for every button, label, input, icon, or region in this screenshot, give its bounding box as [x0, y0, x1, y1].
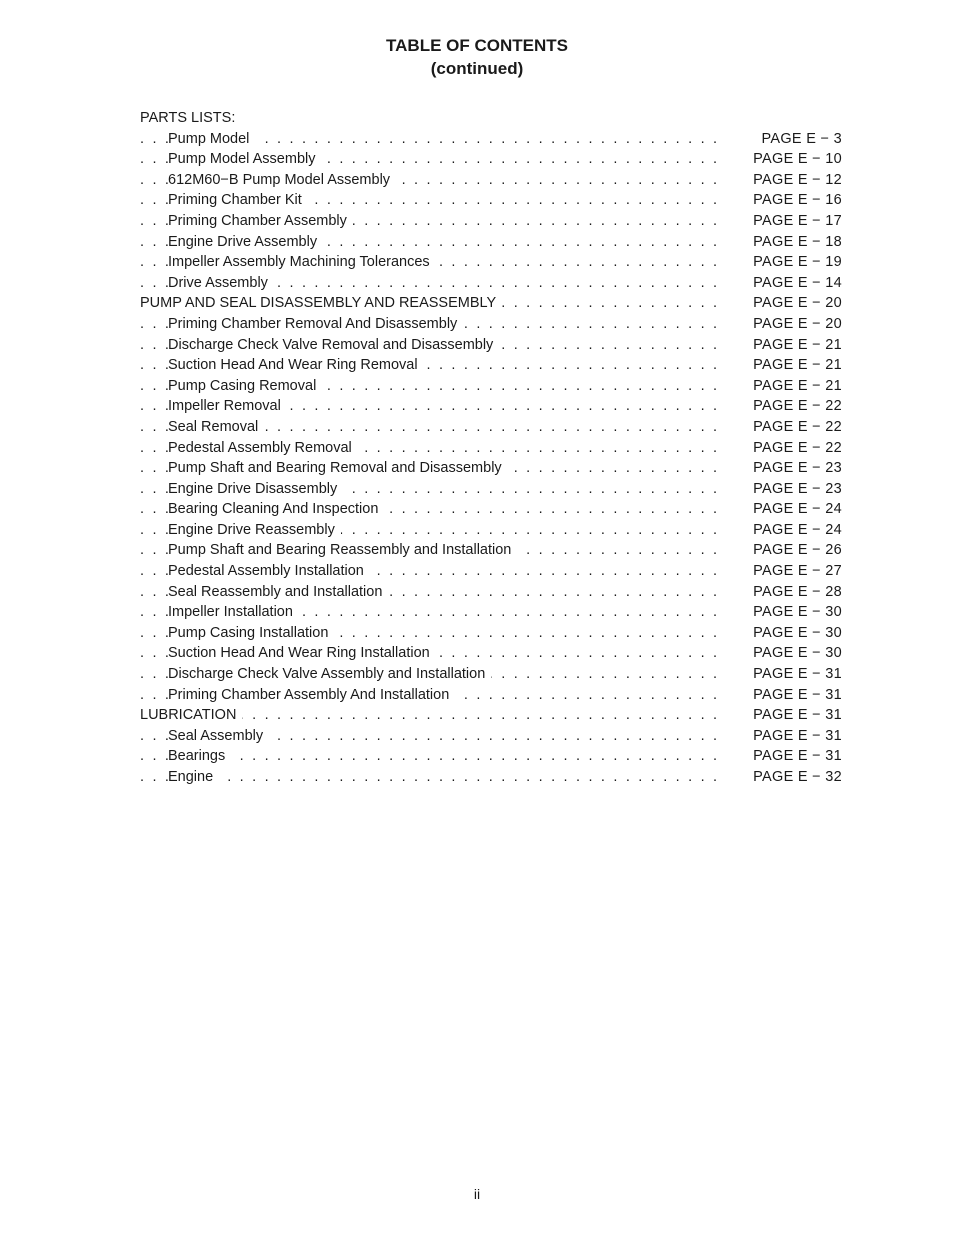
toc-entry-page: PAGE E − 20	[753, 295, 842, 312]
toc-entry-page: PAGE E − 14	[753, 274, 842, 291]
toc-entry-page: PAGE E − 24	[753, 501, 842, 518]
toc-entry-label: Engine Drive Assembly	[168, 232, 323, 253]
toc-entry-page: PAGE E − 22	[753, 439, 842, 456]
toc-entry[interactable]	[140, 314, 842, 335]
toc-entry[interactable]	[140, 273, 842, 294]
toc-entry-label: Priming Chamber Assembly	[168, 211, 353, 232]
toc-entry-label: Discharge Check Valve Removal and Disassembly	[168, 335, 499, 356]
toc-entry[interactable]	[140, 582, 842, 603]
toc-entry[interactable]	[140, 211, 842, 232]
toc-entry-page: PAGE E − 30	[753, 645, 842, 662]
toc-entry-label: Seal Removal	[168, 417, 264, 438]
toc-entry[interactable]	[140, 561, 842, 582]
toc-entry-page: PAGE E − 22	[753, 398, 842, 415]
toc-section-heading-label: PARTS LISTS:	[140, 108, 241, 129]
toc-entry-list	[140, 129, 842, 788]
toc-entry-label: Engine Drive Reassembly	[168, 520, 341, 541]
toc-entry[interactable]	[140, 293, 842, 314]
toc-entry-label: Pump Shaft and Bearing Removal and Disassembly	[168, 458, 508, 479]
toc-entry[interactable]	[140, 396, 842, 417]
toc-entry-label: Seal Reassembly and Installation	[168, 582, 388, 603]
toc-entry[interactable]	[140, 540, 842, 561]
toc-entry[interactable]	[140, 417, 842, 438]
toc-entry-label: Pump Casing Installation	[168, 623, 334, 644]
toc-entry-label: PUMP AND SEAL DISASSEMBLY AND REASSEMBLY	[140, 293, 502, 314]
toc-entry-page: PAGE E − 21	[753, 377, 842, 394]
toc-entry-label: Priming Chamber Kit	[168, 190, 308, 211]
toc-entry[interactable]	[140, 685, 842, 706]
toc-entry-page: PAGE E − 27	[753, 563, 842, 580]
toc-entry[interactable]	[140, 746, 842, 767]
toc-entry-label: 612M60−B Pump Model Assembly	[168, 170, 396, 191]
toc-entry-page: PAGE E − 18	[753, 233, 842, 250]
toc-entry[interactable]	[140, 479, 842, 500]
toc-entry-page: PAGE E − 23	[753, 480, 842, 497]
toc-entry-label: Pump Model Assembly	[168, 149, 321, 170]
toc-entry-label: Impeller Assembly Machining Tolerances	[168, 252, 436, 273]
toc-entry[interactable]	[140, 252, 842, 273]
toc-entry-page: PAGE E − 23	[753, 460, 842, 477]
toc-entry-label: Engine Drive Disassembly	[168, 479, 343, 500]
toc-entry-page: PAGE E − 12	[753, 171, 842, 188]
toc-entry[interactable]	[140, 602, 842, 623]
toc-entry-label: Pump Model	[168, 129, 255, 150]
toc-entry-page: PAGE E − 22	[753, 418, 842, 435]
toc-entry-label: Seal Assembly	[168, 726, 269, 747]
toc-entry-label: Pedestal Assembly Installation	[168, 561, 370, 582]
toc-entry-page: PAGE E − 17	[753, 212, 842, 229]
toc-entry-label: Pump Casing Removal	[168, 376, 322, 397]
toc-entry[interactable]	[140, 643, 842, 664]
toc-entry-label: Pump Shaft and Bearing Reassembly and Installation	[168, 540, 517, 561]
toc-entry[interactable]	[140, 376, 842, 397]
toc-entry-page: PAGE E − 26	[753, 542, 842, 559]
toc-entry-page: PAGE E − 31	[753, 666, 842, 683]
toc-entry-page: PAGE E − 31	[753, 748, 842, 765]
toc-entry-page: PAGE E − 10	[753, 151, 842, 168]
toc-entry[interactable]	[140, 190, 842, 211]
toc-entry[interactable]	[140, 767, 842, 788]
toc-entry-label: Bearing Cleaning And Inspection	[168, 499, 384, 520]
toc-entry[interactable]	[140, 458, 842, 479]
toc-entry[interactable]	[140, 170, 842, 191]
page-subtitle: (continued)	[430, 59, 524, 78]
toc-entry-page: PAGE E − 28	[753, 583, 842, 600]
toc-entry[interactable]	[140, 149, 842, 170]
toc-entry-page: PAGE E − 31	[753, 727, 842, 744]
toc-entry-page: PAGE E − 21	[753, 336, 842, 353]
toc-entry[interactable]	[140, 499, 842, 520]
toc-entry-label: Priming Chamber Assembly And Installation	[168, 685, 455, 706]
toc-entry[interactable]	[140, 355, 842, 376]
toc-entry-page: PAGE E − 31	[753, 707, 842, 724]
toc-entry-page: PAGE E − 21	[753, 357, 842, 374]
toc-entry-page: PAGE E − 30	[753, 604, 842, 621]
toc-entry[interactable]	[140, 520, 842, 541]
toc-entry-page: PAGE E − 16	[753, 192, 842, 209]
toc-entry-label: Suction Head And Wear Ring Removal	[168, 355, 424, 376]
toc-entry-page: PAGE E − 19	[753, 254, 842, 271]
toc-entry-label: Impeller Installation	[168, 602, 299, 623]
toc-section-heading	[140, 108, 842, 129]
toc-entry-label: Discharge Check Valve Assembly and Installation	[168, 664, 491, 685]
toc-entry[interactable]	[140, 335, 842, 356]
document-title-block	[0, 34, 954, 80]
toc-entry[interactable]	[140, 438, 842, 459]
toc-entry[interactable]	[140, 129, 842, 150]
toc-entry-label: Pedestal Assembly Removal	[168, 438, 358, 459]
toc-entry-page: PAGE E − 31	[753, 686, 842, 703]
toc-entry-page: PAGE E − 20	[753, 315, 842, 332]
toc-entry[interactable]	[140, 705, 842, 726]
toc-entry[interactable]	[140, 232, 842, 253]
toc-entry-label: Priming Chamber Removal And Disassembly	[168, 314, 463, 335]
toc-entry-page: PAGE E − 3	[761, 130, 842, 147]
toc-entry-label: Impeller Removal	[168, 396, 287, 417]
toc-entry-label: Drive Assembly	[168, 273, 274, 294]
page-title: TABLE OF CONTENTS	[386, 36, 568, 55]
toc-entry-page: PAGE E − 30	[753, 624, 842, 641]
toc-entry[interactable]	[140, 664, 842, 685]
toc-entry-label: Bearings	[168, 746, 231, 767]
page-number: ii	[473, 1186, 481, 1202]
table-of-contents	[140, 108, 842, 788]
toc-entry-page: PAGE E − 24	[753, 521, 842, 538]
toc-entry[interactable]	[140, 623, 842, 644]
toc-entry-label: Suction Head And Wear Ring Installation	[168, 643, 436, 664]
leader-dots	[140, 767, 721, 788]
toc-entry-label: Engine	[168, 767, 219, 788]
toc-entry[interactable]	[140, 726, 842, 747]
toc-entry-label: LUBRICATION	[140, 705, 242, 726]
toc-entry-page: PAGE E − 32	[753, 769, 842, 785]
